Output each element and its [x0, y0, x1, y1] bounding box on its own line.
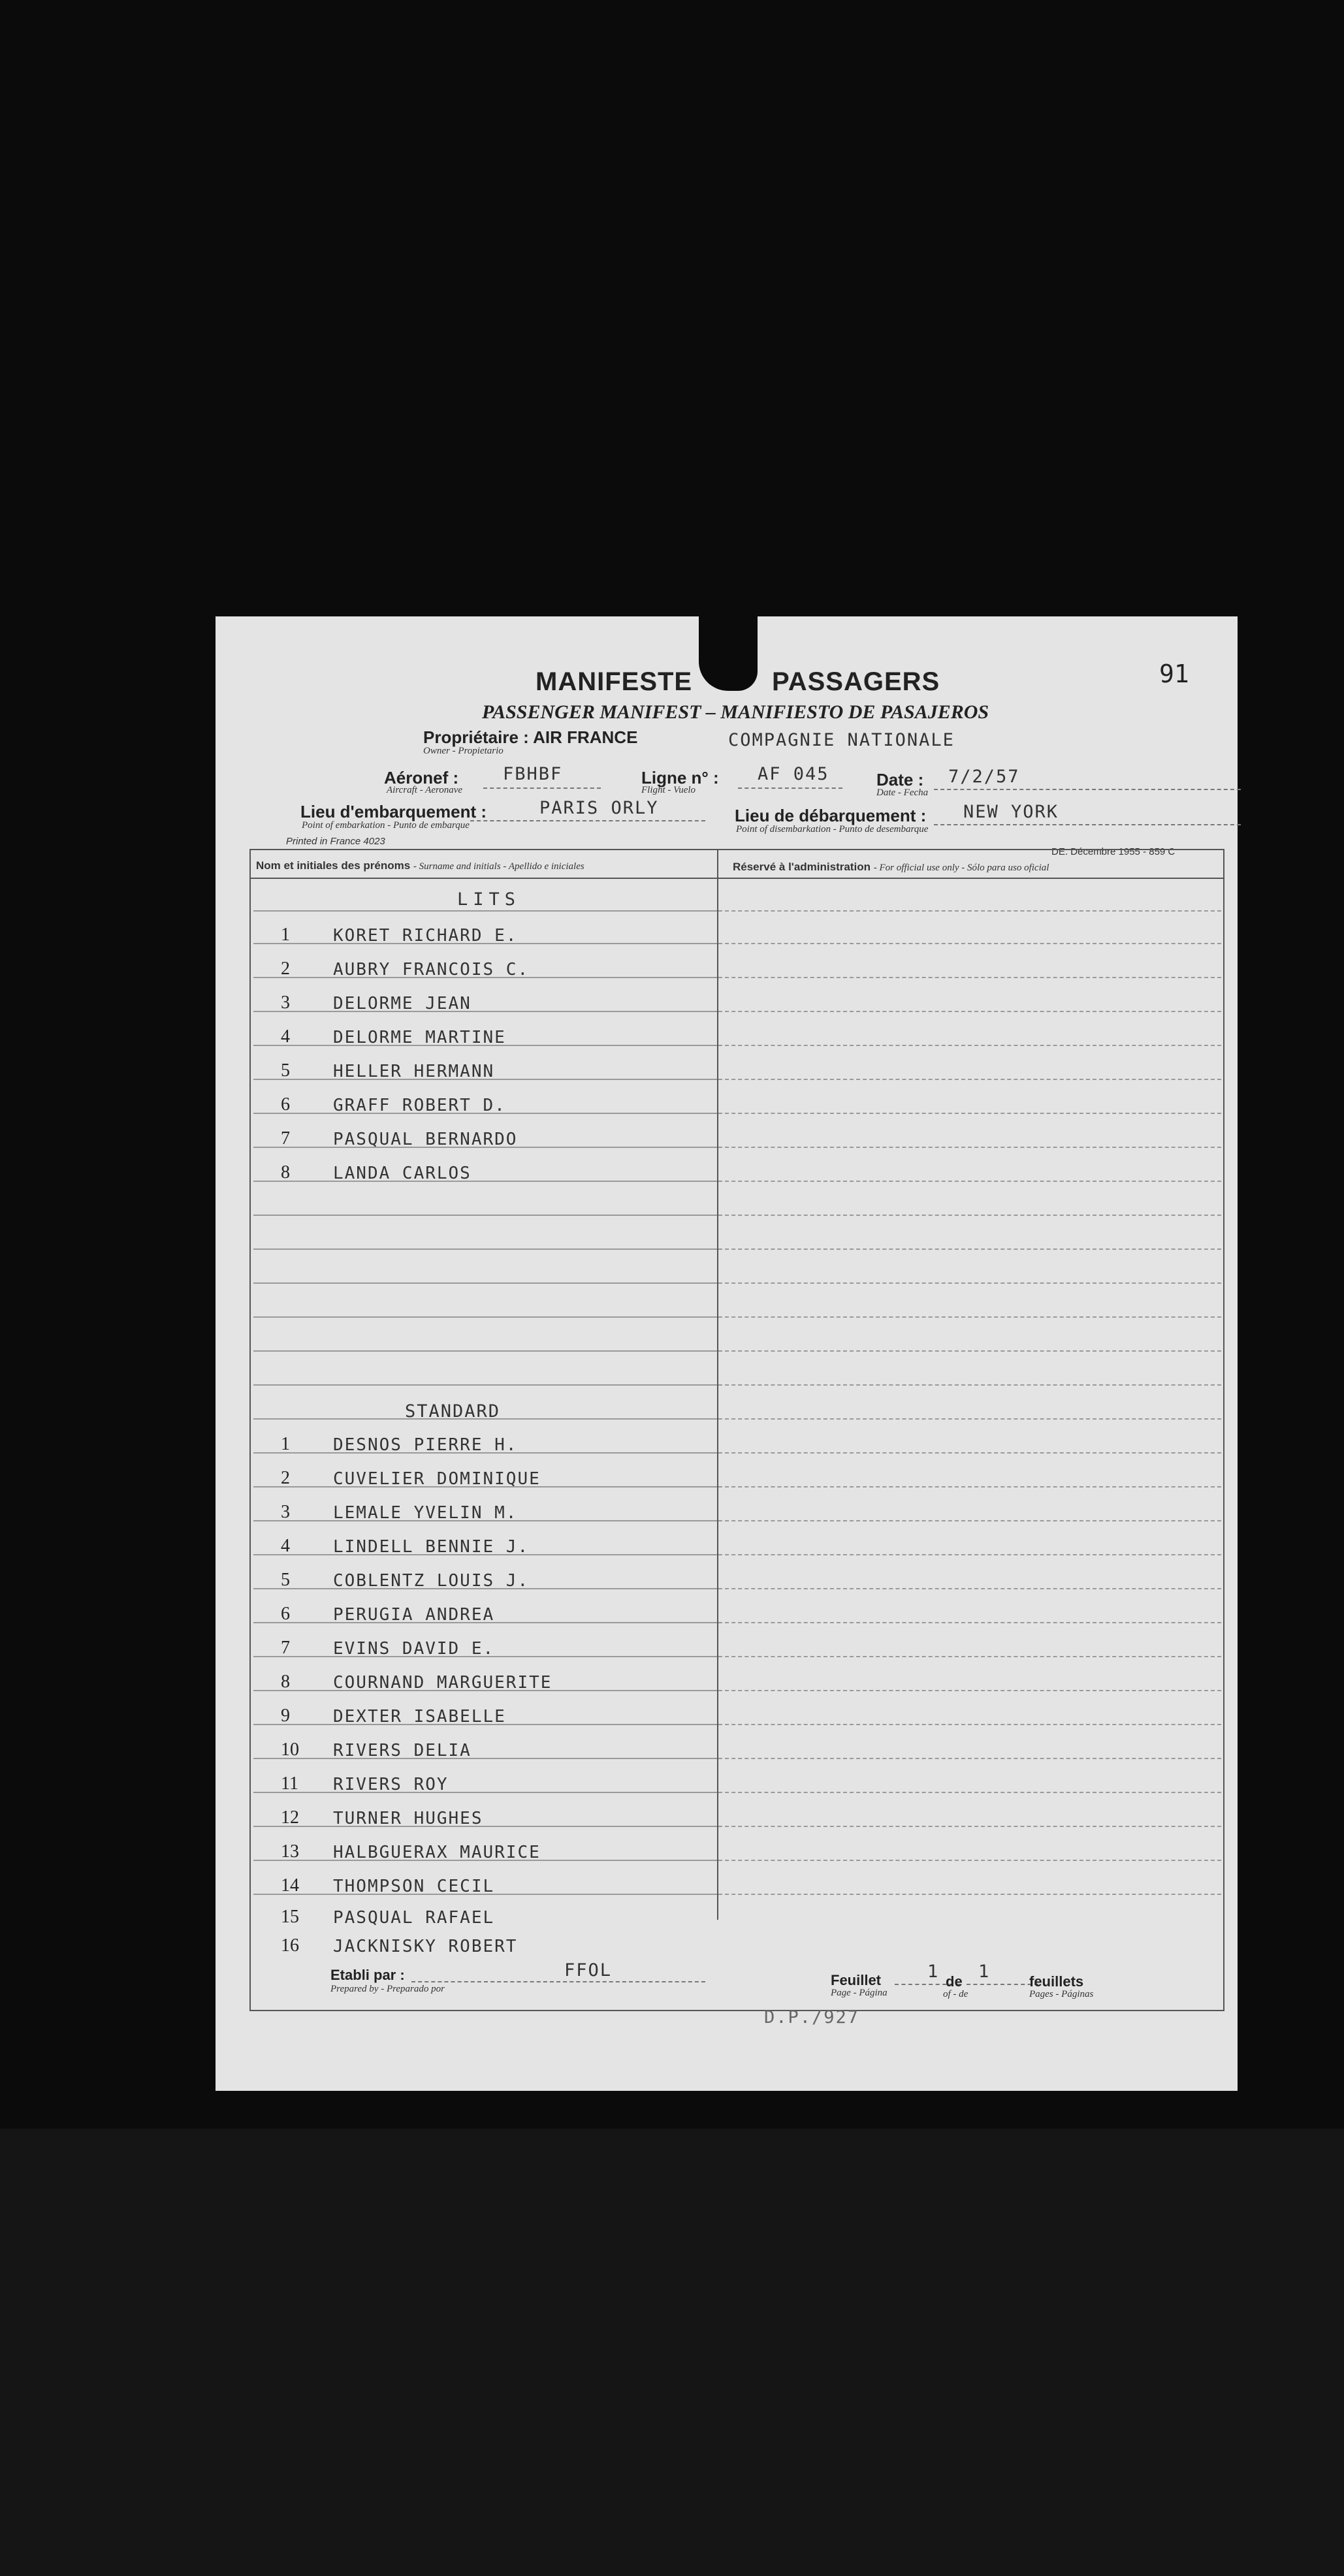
scan-background-lower	[0, 2129, 1344, 2576]
table-header-right-label: Réservé à l'administration	[733, 861, 871, 873]
passenger-name: PASQUAL RAFAEL	[333, 1908, 495, 1928]
row-rule	[718, 1656, 1221, 1657]
passenger-name: HELLER HERMANN	[333, 1062, 495, 1081]
row-rule	[253, 1215, 717, 1216]
row-rule	[253, 1316, 717, 1318]
prepared-by-sublabel: Prepared by - Preparado por	[330, 1984, 445, 1994]
document-title-right: PASSAGERS	[772, 667, 940, 696]
of-sublabel: of - de	[943, 1989, 968, 1999]
embarkation-label: Lieu d'embarquement :	[300, 802, 487, 821]
administrative-stamp: D.P./927	[764, 2007, 860, 2027]
table-header-right	[733, 861, 1049, 874]
passenger-number: 10	[281, 1740, 299, 1760]
row-rule	[718, 1248, 1221, 1250]
row-rule	[718, 1452, 1221, 1454]
flight-sublabel: Flight - Vuelo	[641, 785, 696, 795]
row-rule	[718, 1079, 1221, 1080]
passenger-name: THOMPSON CECIL	[333, 1877, 495, 1896]
of-value: 1	[978, 1962, 991, 1982]
prepared-by-underline	[411, 1981, 705, 1982]
row-rule	[253, 1181, 717, 1182]
row-rule	[718, 1690, 1221, 1691]
passenger-name: EVINS DAVID E.	[333, 1639, 495, 1659]
passenger-number: 13	[281, 1841, 299, 1862]
sheet-sublabel: Page - Página	[831, 1988, 888, 1998]
row-rule	[718, 1181, 1221, 1182]
prepared-by-value: FFOL	[564, 1960, 613, 1980]
table-header-left-label: Nom et initiales des prénoms	[256, 859, 411, 872]
passenger-number: 9	[281, 1706, 290, 1726]
passenger-name: AUBRY FRANCOIS C.	[333, 960, 530, 979]
sheets-sublabel: Pages - Páginas	[1029, 1989, 1094, 1999]
passenger-name: PERUGIA ANDREA	[333, 1605, 495, 1625]
date-sublabel: Date - Fecha	[876, 787, 929, 798]
date-value: 7/2/57	[948, 767, 1020, 787]
row-rule	[718, 910, 1221, 912]
row-rule	[718, 1350, 1221, 1352]
passenger-number: 4	[281, 1026, 290, 1047]
row-rule	[718, 1792, 1221, 1793]
of-underline	[967, 1984, 1038, 1985]
owner-sublabel: Owner - Propietario	[423, 746, 504, 756]
passenger-name: RIVERS DELIA	[333, 1741, 472, 1760]
embarkation-underline	[470, 820, 705, 821]
row-rule	[253, 1248, 717, 1250]
document-subtitle: PASSENGER MANIFEST – MANIFIESTO DE PASAJEROS	[482, 701, 989, 723]
passenger-number: 12	[281, 1807, 299, 1828]
flight-value: AF 045	[758, 764, 829, 784]
passenger-name: LEMALE YVELIN M.	[333, 1503, 518, 1523]
page-tear	[699, 612, 758, 691]
printed-note: Printed in France 4023	[286, 836, 385, 847]
row-rule	[253, 1282, 717, 1284]
disembarkation-underline	[934, 824, 1241, 825]
row-rule	[718, 1894, 1221, 1895]
table-header-left-sublabel: - Surname and initials - Apellido e iniciales	[413, 861, 584, 872]
row-rule	[253, 1384, 717, 1386]
disembarkation-sublabel: Point of disembarkation - Punto de desembarque	[736, 824, 929, 835]
sheet-label: Feuillet	[831, 1972, 882, 1988]
aircraft-value: FBHBF	[503, 764, 563, 784]
passenger-name: JACKNISKY ROBERT	[333, 1937, 518, 1956]
row-rule	[718, 1758, 1221, 1759]
passenger-number: 2	[281, 959, 290, 979]
passenger-number: 16	[281, 1935, 299, 1956]
row-rule	[718, 1826, 1221, 1827]
passenger-number: 3	[281, 1502, 290, 1522]
table-header-right-sublabel: - For official use only - Sólo para uso oficial	[873, 863, 1049, 873]
passenger-name: RIVERS ROY	[333, 1775, 449, 1794]
row-rule	[253, 1826, 717, 1827]
row-rule	[718, 1147, 1221, 1148]
sheet-value: 1	[927, 1962, 940, 1982]
passenger-number: 2	[281, 1468, 290, 1488]
row-rule	[718, 1045, 1221, 1046]
row-rule	[718, 977, 1221, 978]
row-rule	[253, 1350, 717, 1352]
owner-label: Propriétaire : AIR FRANCE	[423, 727, 638, 747]
passenger-name: DESNOS PIERRE H.	[333, 1435, 518, 1455]
flight-label: Ligne n° :	[641, 768, 719, 787]
form-reference: DE. Décembre 1955 - 859 C	[1051, 846, 1176, 857]
passenger-number: 15	[281, 1907, 299, 1927]
prepared-by-label: Etabli par :	[330, 1967, 405, 1983]
passenger-number: 6	[281, 1094, 290, 1115]
row-rule	[718, 1113, 1221, 1114]
section-heading-lits: LITS	[457, 889, 521, 910]
aircraft-sublabel: Aircraft - Aeronave	[387, 785, 463, 795]
passenger-number: 3	[281, 993, 290, 1013]
row-rule	[718, 1215, 1221, 1216]
row-rule	[253, 910, 717, 912]
row-rule	[253, 1011, 717, 1012]
passenger-name: LANDA CARLOS	[333, 1164, 472, 1183]
passenger-number: 7	[281, 1128, 290, 1149]
page-number: 91	[1159, 660, 1189, 688]
owner-value: COMPAGNIE NATIONALE	[728, 730, 955, 750]
passenger-name: HALBGUERAX MAURICE	[333, 1843, 541, 1862]
row-rule	[718, 1384, 1221, 1386]
passenger-number: 1	[281, 925, 290, 945]
embarkation-value: PARIS ORLY	[539, 798, 659, 818]
flight-underline	[738, 787, 842, 789]
section-heading-standard: STANDARD	[405, 1401, 501, 1422]
passenger-number: 8	[281, 1162, 290, 1183]
row-rule	[718, 1316, 1221, 1318]
passenger-number: 7	[281, 1638, 290, 1658]
passenger-name: GRAFF ROBERT D.	[333, 1096, 506, 1115]
row-rule	[718, 1554, 1221, 1555]
passenger-name: COURNAND MARGUERITE	[333, 1673, 552, 1693]
row-rule	[253, 1758, 717, 1759]
passenger-name: CUVELIER DOMINIQUE	[333, 1469, 541, 1489]
embarkation-sublabel: Point of embarkation - Punto de embarque	[302, 820, 470, 831]
passenger-number: 1	[281, 1434, 290, 1454]
row-rule	[718, 1724, 1221, 1725]
passenger-name: PASQUAL BERNARDO	[333, 1130, 518, 1149]
disembarkation-label: Lieu de débarquement :	[735, 806, 927, 825]
passenger-name: COBLENTZ LOUIS J.	[333, 1571, 530, 1591]
passenger-name: DELORME JEAN	[333, 994, 472, 1013]
date-underline	[934, 789, 1241, 790]
row-rule	[718, 1486, 1221, 1487]
passenger-number: 14	[281, 1875, 299, 1896]
aircraft-underline	[483, 787, 601, 789]
row-rule	[718, 1011, 1221, 1012]
passenger-number: 11	[281, 1773, 298, 1794]
row-rule	[718, 1860, 1221, 1861]
table-header-left	[256, 859, 584, 872]
passenger-name: KORET RICHARD E.	[333, 926, 518, 946]
sheets-label: feuillets	[1029, 1973, 1084, 1990]
row-rule	[718, 1588, 1221, 1589]
disembarkation-value: NEW YORK	[963, 802, 1059, 822]
of-label: de	[946, 1973, 963, 1990]
manifest-document	[216, 616, 1238, 2091]
row-rule	[718, 943, 1221, 944]
passenger-name: DEXTER ISABELLE	[333, 1707, 506, 1726]
passenger-number: 6	[281, 1604, 290, 1624]
row-rule	[253, 1792, 717, 1793]
passenger-number: 5	[281, 1060, 290, 1081]
passenger-number: 5	[281, 1570, 290, 1590]
manifest-table	[249, 849, 1224, 2011]
row-rule	[718, 1520, 1221, 1521]
aircraft-label: Aéronef :	[384, 768, 459, 787]
passenger-name: DELORME MARTINE	[333, 1028, 506, 1047]
passenger-name: TURNER HUGHES	[333, 1809, 483, 1828]
table-header-rule	[249, 878, 1224, 879]
document-title-left: MANIFESTE	[536, 667, 693, 696]
row-rule	[718, 1418, 1221, 1420]
passenger-name: LINDELL BENNIE J.	[333, 1537, 530, 1557]
date-label: Date :	[876, 770, 924, 789]
row-rule	[718, 1282, 1221, 1284]
row-rule	[718, 1622, 1221, 1623]
passenger-number: 8	[281, 1672, 290, 1692]
passenger-number: 4	[281, 1536, 290, 1556]
